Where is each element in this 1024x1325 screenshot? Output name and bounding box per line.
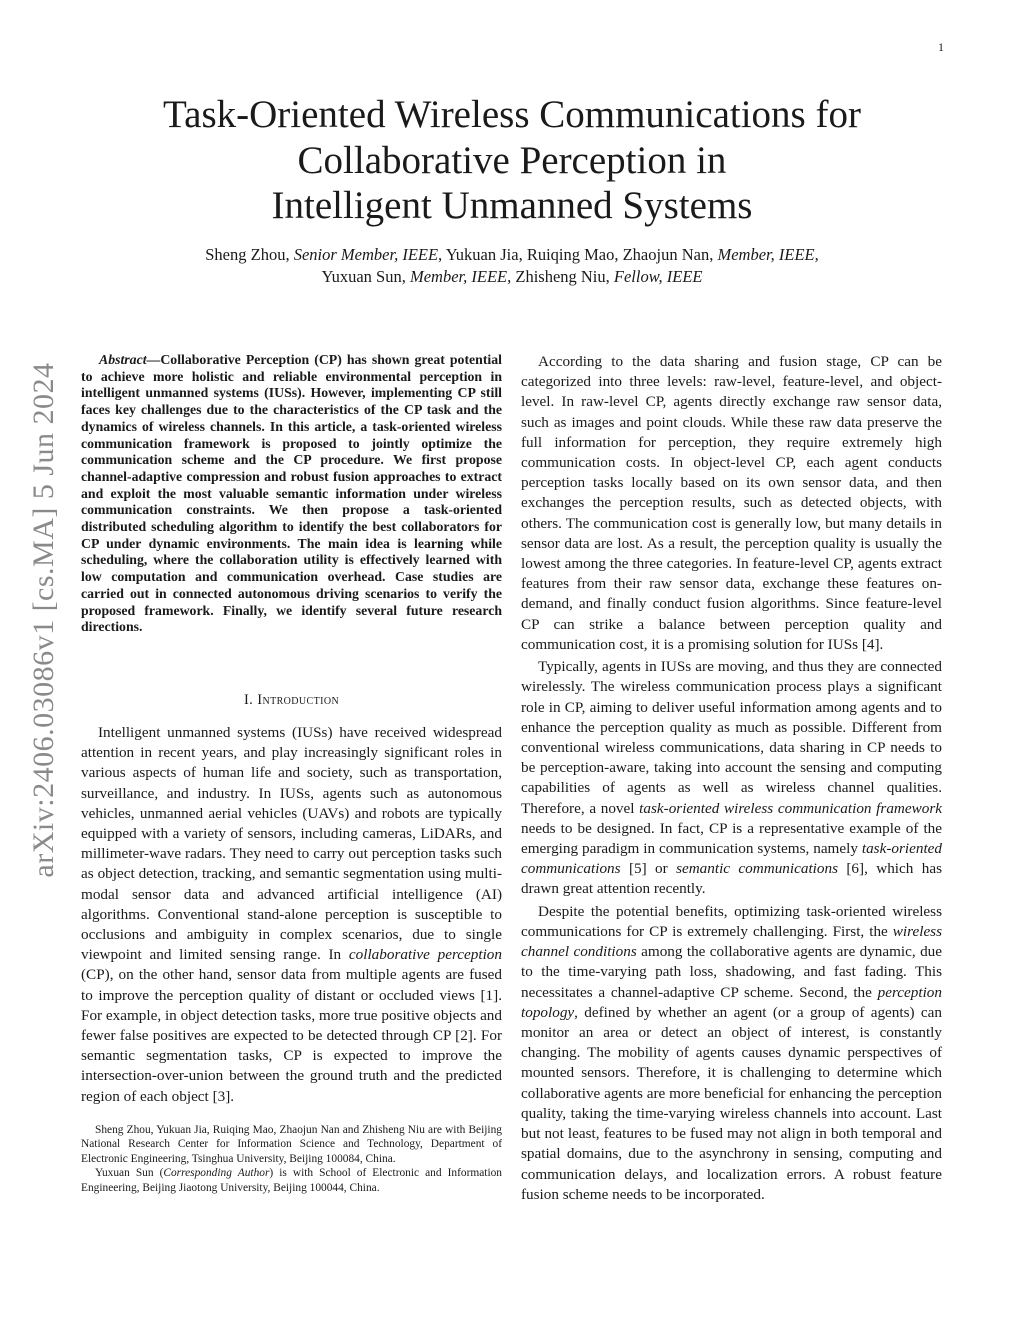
title-line: Task-Oriented Wireless Communications for (163, 93, 861, 136)
abstract-text: —Collaborative Perception (CP) has shown great potential to achieve more holistic and reliable environmental perception in intelligent unmanned systems (IUSs). However, implementing CP still faces key challenges due to the characteristics of the CP task and the dynamics of wireless channels. In this article, a task-oriented wireless communication framework is proposed to jointly optimize the communication scheme and the CP procedure. We first propose channel-adaptive compression and robust fusion approaches to extract and exploit the most valuable semantic information under wireless communication constraints. We then propose a task-oriented distributed scheduling algorithm to identify the best collaborators for CP under dynamic environments. The main idea is learning while scheduling, where the collaboration utility is effectively learned with low computation and communication overhead. Case studies are carried out in connected autonomous driving scenarios to verify the proposed framework. Finally, we identify several future research directions. (81, 352, 502, 635)
right-column (521, 352, 942, 1207)
title-line: Intelligent Unmanned Systems (271, 184, 753, 227)
footnotes (81, 1123, 502, 1196)
left-column (81, 352, 502, 1195)
body-paragraph: Despite the potential benefits, optimizing task-oriented wireless communications for CP is extremely challenging. First, the wireless channel conditions among the collaborative agents are dynamic, due to the time-varying path loss, shadowing, and fast fading. This necessitates a channel-adaptive CP scheme. Second, the perception topology, defined by whether an agent (or a group of agents) can monitor an area or detect an object of interest, is constantly changing. The mobility of agents causes dynamic perspectives of mounted sensors. Therefore, it is challenging to determine which collaborative agents are more beneficial for enhancing the perception quality, taking the time-varying wireless channels into account. Last but not least, features to be fused may not align in both temporal and spatial domains, due to the asynchrony in sensing, computing and communication delays, and localization errors. A robust feature fusion scheme needs to be incorporated. (521, 902, 942, 1203)
page-number: 1 (938, 40, 944, 54)
arxiv-identifier: arXiv:2406.03086v1 [cs.MA] 5 Jun 2024 (27, 362, 60, 878)
paper-title (80, 92, 944, 229)
title-line: Collaborative Perception in (297, 138, 727, 182)
abstract (81, 352, 502, 636)
author-list: Sheng Zhou, Senior Member, IEEE, Yukuan Jia, Ruiqing Mao, Zhaojun Nan, Member, IEEE, Yuxuan Sun, Member, IEEE, Zhisheng Niu, Fellow, IEEE (205, 245, 819, 286)
footnote-affiliation: Sheng Zhou, Yukuan Jia, Ruiqing Mao, Zhaojun Nan and Zhisheng Niu are with Beijing National Research Center for Information Science and Technology, Department of Electronic Engineering, Tsinghua University, Beijing 100084, China. (81, 1123, 502, 1165)
body-paragraph: Intelligent unmanned systems (IUSs) have received widespread attention in recent years, and play increasingly significant roles in various aspects of human life and society, such as transportation, surveillance, and industry. In IUSs, agents such as autonomous vehicles, unmanned aerial vehicles (UAVs) and robots are typically equipped with a variety of sensors, including cameras, LiDARs, and millimeter-wave radars. They need to carry out perception tasks such as object detection, tracking, and semantic segmentation using multi-modal sensor data and advanced artificial intelligence (AI) algorithms. Conventional stand-alone perception is susceptible to occlusions and ambiguity in complex scenarios, due to single viewpoint and limited sensing range. In collaborative perception (CP), on the other hand, sensor data from multiple agents are fused to improve the perception quality of distant or occluded views [1]. For example, in object detection tasks, more true positive objects and fewer false positives are expected to be detected through CP [2]. For semantic segmentation tasks, CP is expected to improve the intersection-over-union between the ground truth and the predicted region of each object [3]. (81, 723, 502, 1105)
abstract-label: Abstract (99, 352, 147, 367)
footnote-corresponding: Yuxuan Sun (Corresponding Author) is with School of Electronic and Information Engineering, Beijing Jiaotong University, Beijing 100044, China. (81, 1167, 503, 1194)
body-paragraph: According to the data sharing and fusion stage, CP can be categorized into three levels: raw-level, feature-level, and object-level. In raw-level CP, agents directly exchange raw sensor data, such as images and point clouds. While these raw data preserve the full information for perception, they require extremely high communication costs. In object-level CP, each agent conducts perception tasks locally based on its own sensor data, and then exchanges the perception results, such as detected objects, with others. The communication cost is generally low, but many details in sensor data are lost. As a result, the perception quality is usually the lowest among the three categories. In feature-level CP, agents extract features from their raw sensor data, exchange these features on-demand, and finally conduct fusion algorithms. Since feature-level CP can strike a balance between perception quality and communication cost, it is a promising solution for IUSs [4]. (521, 353, 942, 653)
body-paragraph: Typically, agents in IUSs are moving, and thus they are connected wirelessly. The wireless communication process plays a significant role in CP, aiming to deliver useful information among agents and to enhance the perception quality as much as possible. Different from conventional wireless communications, data sharing in CP needs to be perception-aware, taking into account the sensing and computing capabilities of agents as well as wireless channel qualities. Therefore, a novel task-oriented wireless communication framework needs to be designed. In fact, CP is a representative example of the emerging paradigm in communication systems, namely task-oriented communications [5] or semantic communications [6], which has drawn great attention recently. (521, 658, 942, 898)
section-heading-introduction: I. Introduction (243, 691, 340, 708)
